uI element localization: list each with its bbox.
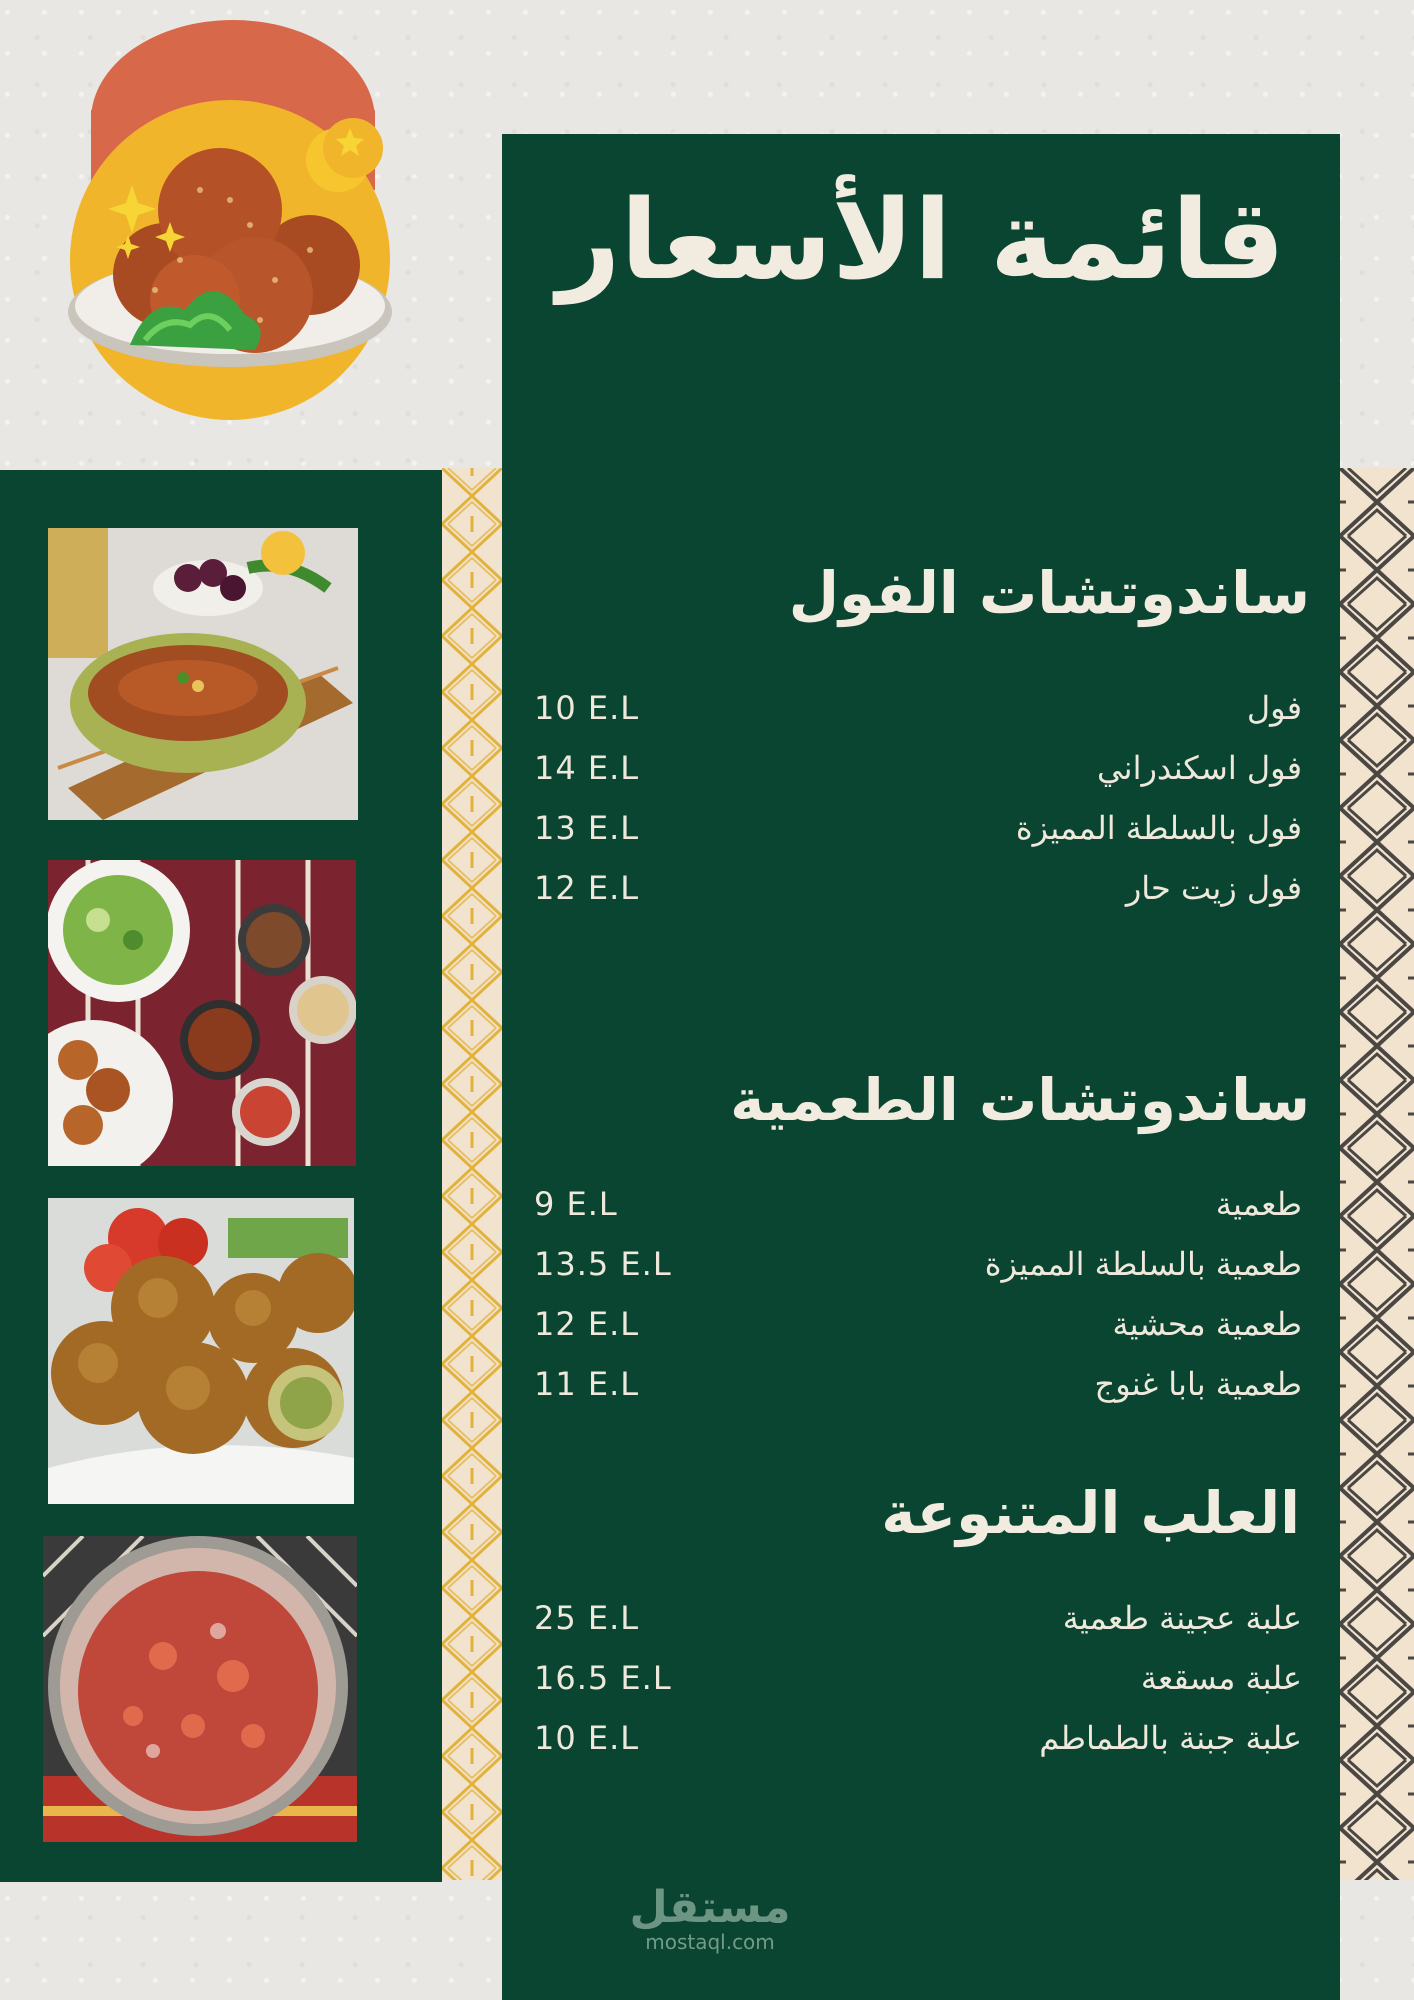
item-name: فول اسكندراني bbox=[1097, 749, 1302, 787]
menu-item bbox=[534, 1236, 1302, 1292]
menu-item bbox=[534, 1590, 1302, 1646]
item-price: 13 E.L bbox=[534, 809, 640, 847]
item-name: علبة عجينة طعمية bbox=[1062, 1599, 1302, 1637]
menu-item bbox=[534, 1296, 1302, 1352]
watermark-url: mostaql.com bbox=[645, 1930, 775, 1954]
section-title-ful: ساندوتشات الفول bbox=[788, 559, 1310, 627]
item-name: طعمية محشية bbox=[1112, 1305, 1302, 1343]
item-name: طعمية بابا غنوج bbox=[1094, 1365, 1302, 1403]
salad-spread-photo bbox=[48, 860, 356, 1166]
photo-panel bbox=[0, 470, 442, 1882]
item-name: فول بالسلطة المميزة bbox=[1015, 809, 1302, 847]
item-name: علبة جبنة بالطماطم bbox=[1039, 1719, 1302, 1757]
menu-item bbox=[534, 860, 1302, 916]
item-name: فول زيت حار bbox=[1125, 869, 1302, 907]
watermark bbox=[620, 1882, 800, 1954]
menu-title: قائمة الأسعار bbox=[557, 176, 1285, 304]
menu-item bbox=[534, 800, 1302, 856]
tomato-soup-photo bbox=[43, 1536, 357, 1842]
section-title-taamia: ساندوتشات الطعمية bbox=[730, 1066, 1310, 1134]
item-price: 10 E.L bbox=[534, 1719, 640, 1757]
watermark-arabic: مستقل bbox=[629, 1882, 791, 1933]
dark-pattern-strip bbox=[1340, 468, 1414, 1880]
item-price: 12 E.L bbox=[534, 869, 640, 907]
item-price: 25 E.L bbox=[534, 1599, 640, 1637]
item-name: طعمية بالسلطة المميزة bbox=[984, 1245, 1302, 1283]
falafel-logo-icon bbox=[60, 10, 400, 420]
menu-item bbox=[534, 1356, 1302, 1412]
item-price: 9 E.L bbox=[534, 1185, 618, 1223]
menu-item bbox=[534, 680, 1302, 736]
menu-item bbox=[534, 1176, 1302, 1232]
falafel-plate-photo bbox=[48, 1198, 354, 1504]
menu-panel bbox=[502, 134, 1340, 2000]
item-price: 11 E.L bbox=[534, 1365, 640, 1403]
section-title-boxes: العلب المتنوعة bbox=[881, 1479, 1300, 1547]
menu-item bbox=[534, 740, 1302, 796]
item-price: 14 E.L bbox=[534, 749, 640, 787]
item-name: طعمية bbox=[1215, 1185, 1302, 1223]
item-price: 13.5 E.L bbox=[534, 1245, 672, 1283]
menu-item bbox=[534, 1650, 1302, 1706]
ful-bowl-photo bbox=[48, 528, 358, 820]
menu-item bbox=[534, 1710, 1302, 1766]
item-price: 16.5 E.L bbox=[534, 1659, 672, 1697]
item-price: 12 E.L bbox=[534, 1305, 640, 1343]
gold-pattern-strip bbox=[442, 468, 502, 1880]
item-price: 10 E.L bbox=[534, 689, 640, 727]
item-name: علبة مسقعة bbox=[1140, 1659, 1302, 1697]
item-name: فول bbox=[1246, 689, 1302, 727]
